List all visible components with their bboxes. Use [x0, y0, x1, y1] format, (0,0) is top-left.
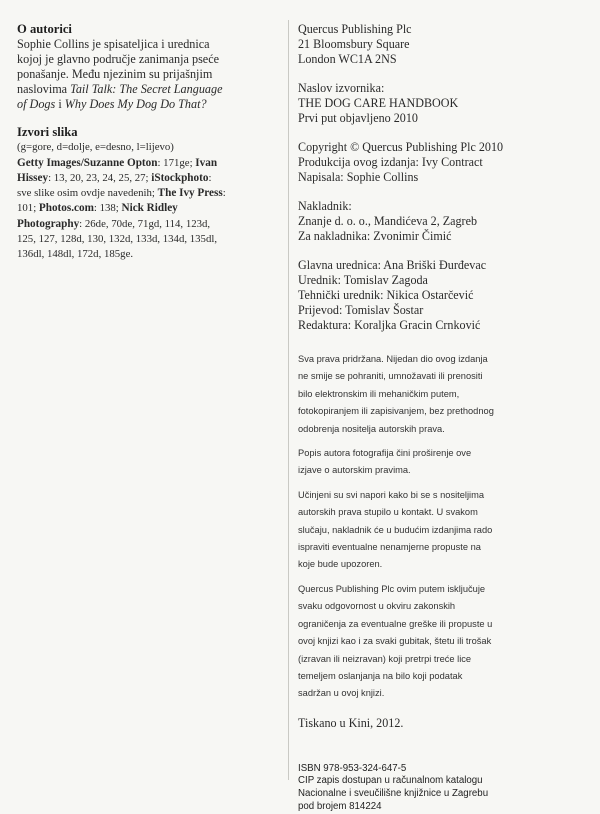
credit-source: Nick Ridley — [121, 202, 178, 215]
credit-pages: : 138; — [93, 202, 122, 215]
legal-notice — [298, 351, 578, 703]
staff-line: Tehnički urednik: Nikica Ostarčević — [298, 288, 474, 302]
staff-line: Prijevod: Tomislav Šostar — [298, 303, 424, 317]
cip-line: Nacionalne i sveučilišne knjižnice u Zagrebu — [298, 788, 489, 800]
credit-pages: : — [208, 171, 212, 184]
legal-line: fotokopiranjem ili zapisivanjem, bez prethodnog — [298, 406, 494, 417]
right-column — [298, 22, 578, 814]
legal-line: Quercus Publishing Plc ovim putem isključuje — [298, 583, 486, 594]
legal-line: ne smije se pohraniti, umnožavati ili prenositi — [298, 371, 483, 382]
isbn-block — [298, 763, 578, 814]
copyright-line: Napisala: Sophie Collins — [298, 170, 419, 184]
credit-pages: : — [222, 187, 226, 200]
author-bio — [17, 37, 279, 112]
book-title: Why Does My Dog Do That? — [64, 97, 207, 111]
legal-paragraph — [298, 581, 578, 703]
original-title-block — [298, 81, 578, 126]
legal-line: slučaju, nakladnik će u budućim izdanjima rado — [298, 524, 493, 535]
publisher-line: Quercus Publishing Plc — [298, 22, 412, 36]
credit-source: Hissey — [17, 171, 49, 184]
legal-paragraph — [298, 351, 578, 438]
staff-block — [298, 258, 578, 333]
credit-line — [17, 232, 279, 247]
credit-pages: : 13, 20, 23, 24, 25, 27; — [48, 171, 152, 184]
original-line: Naslov izvornika: — [298, 81, 385, 95]
legal-line: autorskih prava stupilo u kontakt. U svakom — [298, 507, 478, 518]
legal-line: (izravan ili neizravan) koji pretrpi treće lice — [298, 653, 472, 664]
legal-line: bilo elektronskim ili mehaničkim putem, — [298, 388, 460, 399]
legal-line: Sva prava pridržana. Nijedan dio ovog izdanja — [298, 354, 488, 364]
staff-line: Urednik: Tomislav Zagoda — [298, 273, 428, 287]
bio-line: kojoj je glavno područje zanimanja pseće — [17, 52, 220, 66]
credit-line — [17, 186, 279, 201]
cip-line: CIP zapis dostupan u računalnom katalogu — [298, 775, 483, 787]
croatian-publisher-line: Za nakladnika: Zvonimir Čimić — [298, 229, 452, 243]
credit-line — [17, 201, 279, 216]
legal-line: Popis autora fotografija čini proširenje ove — [298, 448, 472, 459]
author-heading: O autorici — [17, 22, 72, 36]
staff-line: Glavna urednica: Ana Briški Đurđevac — [298, 258, 487, 272]
copyright-line: Produkcija ovog izdanja: Ivy Contract — [298, 155, 483, 169]
legal-line: ispraviti eventualne nenamjerne propuste na — [298, 542, 481, 553]
isbn-line: ISBN 978-953-324-647-5 — [298, 762, 407, 774]
credit-line — [17, 217, 279, 232]
legal-line: temeljem oslanjanja na bilo koji podatak — [298, 670, 463, 681]
credit-source: Photography — [17, 217, 80, 230]
publisher-line: 21 Bloomsbury Square — [298, 37, 410, 51]
bio-line — [17, 97, 279, 112]
credit-line — [17, 156, 279, 171]
credit-pages: : 171ge; — [157, 156, 196, 169]
legal-line: ograničenja za eventualne greške ili propuste u — [298, 618, 493, 629]
legal-line: izjave o autorskim pravima. — [298, 465, 411, 476]
publisher-block — [298, 22, 578, 67]
legal-line: Učinjeni su svi napori kako bi se s nositeljima — [298, 489, 485, 500]
original-line: Prvi put objavljeno 2010 — [298, 111, 418, 125]
picture-credits — [17, 156, 279, 263]
column-divider — [288, 20, 289, 780]
credit-pages: 136dl, 148dl, 172d, 185ge. — [17, 248, 134, 261]
book-title: of Dogs — [17, 97, 56, 111]
bio-prefix: naslovima — [17, 82, 71, 96]
publisher-line: London WC1A 2NS — [298, 52, 397, 66]
credit-pages: 125, 127, 128d, 130, 132d, 133d, 134d, 135dl, — [17, 232, 218, 245]
original-line: THE DOG CARE HANDBOOK — [298, 96, 459, 110]
legal-line: sadržan u ovoj knjizi. — [298, 688, 385, 699]
bio-join: i — [55, 97, 65, 111]
croatian-publisher-block — [298, 199, 578, 244]
credit-line — [17, 171, 279, 186]
cip-line: pod brojem 814224 — [298, 800, 382, 812]
picture-sources-heading: Izvori slika — [17, 125, 78, 139]
credit-pages: 101; — [17, 202, 39, 215]
legal-paragraph — [298, 487, 578, 574]
bio-line — [17, 82, 279, 97]
credit-source: Getty Images/Suzanne Opton — [17, 156, 158, 169]
legal-paragraph — [298, 445, 578, 480]
credit-pages: sve slike osim ovdje navedenih; — [17, 187, 158, 200]
legal-line: koje bude upozoren. — [298, 559, 383, 570]
credit-pages: : 26de, 70de, 71gd, 114, 123d, — [79, 217, 211, 230]
picture-legend: (g=gore, d=dolje, e=desno, l=lijevo) — [17, 141, 174, 153]
left-column — [17, 22, 279, 263]
printed-in: Tiskano u Kini, 2012. — [298, 715, 404, 730]
bio-line: Sophie Collins je spisateljica i urednica — [17, 37, 210, 51]
credit-line — [17, 247, 279, 262]
bio-line: ponašanje. Među njezinim su prijašnjim — [17, 67, 213, 81]
copyright-line: Copyright © Quercus Publishing Plc 2010 — [298, 140, 504, 154]
croatian-publisher-line: Znanje d. o. o., Mandićeva 2, Zagreb — [298, 214, 477, 228]
legal-line: odobrenja nositelja autorskih prava. — [298, 423, 445, 434]
book-title: Tail Talk: The Secret Language — [70, 82, 223, 96]
copyright-block — [298, 140, 578, 185]
credit-source: Photos.com — [38, 202, 94, 215]
credit-source: The Ivy Press — [157, 187, 223, 200]
staff-line: Redaktura: Koraljka Gracin Crnković — [298, 318, 481, 332]
credit-source: Ivan — [195, 156, 218, 169]
croatian-publisher-line: Nakladnik: — [298, 199, 352, 213]
legal-line: ovoj knjizi kao i za svaki gubitak, štetu ili trošak — [298, 636, 492, 647]
legal-line: svaku odgovornost u okviru zakonskih — [298, 601, 456, 612]
credit-source: iStockphoto — [151, 171, 209, 184]
